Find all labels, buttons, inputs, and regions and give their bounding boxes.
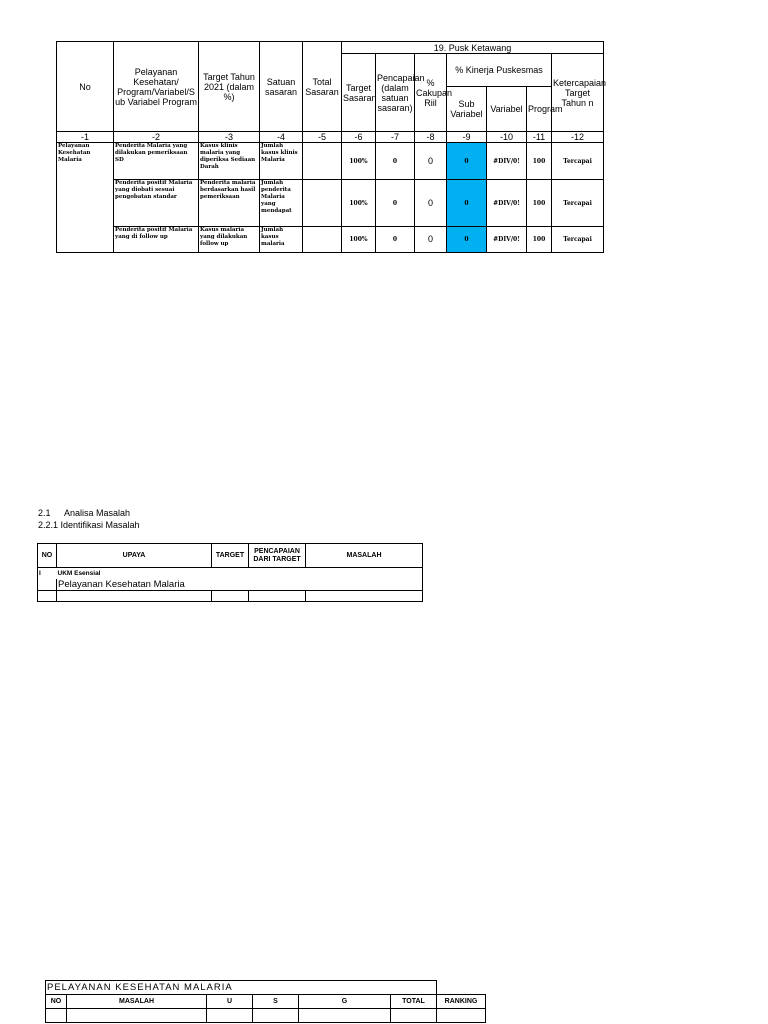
row-variabel: #DIV/0! [487,143,527,180]
row-total [303,143,342,180]
row-target-sasaran: 100% [342,227,376,253]
col-no-header: NO [46,995,67,1009]
empty-cell [306,590,423,601]
col-cakupan-header: % Cakupan Riil [415,54,447,132]
table-title: PELAYANAN KESEHATAN MALARIA [46,981,437,995]
kinerja-table [56,41,607,253]
row-sub-variabel: 0 [447,143,487,180]
col-pelayanan-header: Pelayanan Kesehatan/ Program/Variabel/S ub Variabel Program [114,42,199,132]
row-target-sasaran: 100% [342,143,376,180]
row-program-value: 100 [527,143,552,180]
row-target: Penderita malaria berdasarkan hasil pemeriksaan [199,180,260,227]
row-target-sasaran: 100% [342,180,376,227]
col-number: -2 [114,132,199,143]
col-no-header: NO [38,544,57,568]
identifikasi-masalah-table [37,543,423,602]
col-pencapaian-header: PENCAPAIAN DARI TARGET [249,544,306,568]
row-cakupan: 0 [415,180,447,227]
table-row [57,227,604,253]
row-cakupan: 0 [415,143,447,180]
col-number: -4 [260,132,303,143]
row-program: Penderita positif Malaria yang di follow up [114,227,199,253]
row-program: Penderita Malaria yang dilakukan pemeriksaan SD [114,143,199,180]
col-masalah-header: MASALAH [67,995,207,1009]
col-sub-variabel-header: Sub Variabel [447,87,487,132]
empty-cell [46,1009,67,1023]
empty-cell [391,1009,437,1023]
col-number: -3 [199,132,260,143]
group-title: 19. Pusk Ketawang [342,42,604,54]
col-no-header: No [57,42,114,132]
empty-cell [57,590,212,601]
row-cakupan: 0 [415,227,447,253]
col-satuan-header: Satuan sasaran [260,42,303,132]
row-service-name: Pelayanan Kesehatan Malaria [57,143,114,253]
row-blank [38,579,57,591]
row-satuan: Jumlah kasus malaria [260,227,303,253]
col-variabel-header: Variabel [487,87,527,132]
section-heading [38,508,130,519]
row-ketercapaian: Tercapai [552,227,604,253]
row-total [303,227,342,253]
row-sub-variabel: 0 [447,227,487,253]
row-service: Pelayanan Kesehatan Malaria [57,579,423,591]
empty-cell [299,1009,391,1023]
col-number: -7 [376,132,415,143]
section-number: 2.1 [38,508,51,518]
row-number: I [38,568,57,579]
col-number: -9 [447,132,487,143]
col-s-header: S [253,995,299,1009]
row-target: Kasus klinis malaria yang diperiksa Sediaan Darah [199,143,260,180]
row-sub-variabel: 0 [447,180,487,227]
col-g-header: G [299,995,391,1009]
col-total-header: Total Sasaran [303,42,342,132]
row-satuan: Jumlah kasus klinis Malaria [260,143,303,180]
col-number: -10 [487,132,527,143]
table-row [38,590,423,601]
row-program-value: 100 [527,227,552,253]
empty-cell [212,590,249,601]
prioritas-masalah-table [45,980,486,1023]
col-kinerja-header: % Kinerja Puskesmas [447,54,552,87]
row-variabel: #DIV/0! [487,180,527,227]
row-pencapaian: 0 [376,180,415,227]
empty-cell [67,1009,207,1023]
empty-cell [437,981,486,995]
row-total [303,180,342,227]
row-pencapaian: 0 [376,143,415,180]
col-number: -1 [57,132,114,143]
empty-cell [253,1009,299,1023]
row-ketercapaian: Tercapai [552,143,604,180]
section-title: Analisa Masalah [64,508,131,518]
table-row [57,143,604,180]
row-program: Penderita positif Malaria yang diobati sesuai pengobatan standar [114,180,199,227]
col-target-header: TARGET [212,544,249,568]
col-target-tahun-header: Target Tahun 2021 (dalam %) [199,42,260,132]
table-row [38,568,423,579]
row-pencapaian: 0 [376,227,415,253]
row-program-value: 100 [527,180,552,227]
col-ranking-header: RANKING [437,995,486,1009]
empty-cell [38,590,57,601]
col-upaya-header: UPAYA [57,544,212,568]
col-number: -5 [303,132,342,143]
col-number: -12 [552,132,604,143]
col-program-header: Program [527,87,552,132]
row-variabel: #DIV/0! [487,227,527,253]
col-ketercapaian-header: Ketercapaian Target Tahun n [552,54,604,132]
row-ketercapaian: Tercapai [552,180,604,227]
col-total-header: TOTAL [391,995,437,1009]
column-number-row [57,132,604,143]
subsection-heading: 2.2.1 Identifikasi Masalah [38,520,140,530]
empty-cell [207,1009,253,1023]
table-row [38,579,423,591]
col-pencapaian-header: Pencapaian (dalam satuan sasaran) [376,54,415,132]
col-u-header: U [207,995,253,1009]
row-target: Kasus malaria yang dilakukan follow up [199,227,260,253]
col-number: -11 [527,132,552,143]
table-row [57,180,604,227]
col-number: -6 [342,132,376,143]
row-satuan: Jumlah penderita Malaria yang mendapat [260,180,303,227]
empty-cell [249,590,306,601]
col-number: -8 [415,132,447,143]
table-row [46,1009,486,1023]
row-section: UKM Esensial [57,568,423,579]
empty-cell [437,1009,486,1023]
col-target-sasaran-header: Target Sasaran [342,54,376,132]
col-masalah-header: MASALAH [306,544,423,568]
